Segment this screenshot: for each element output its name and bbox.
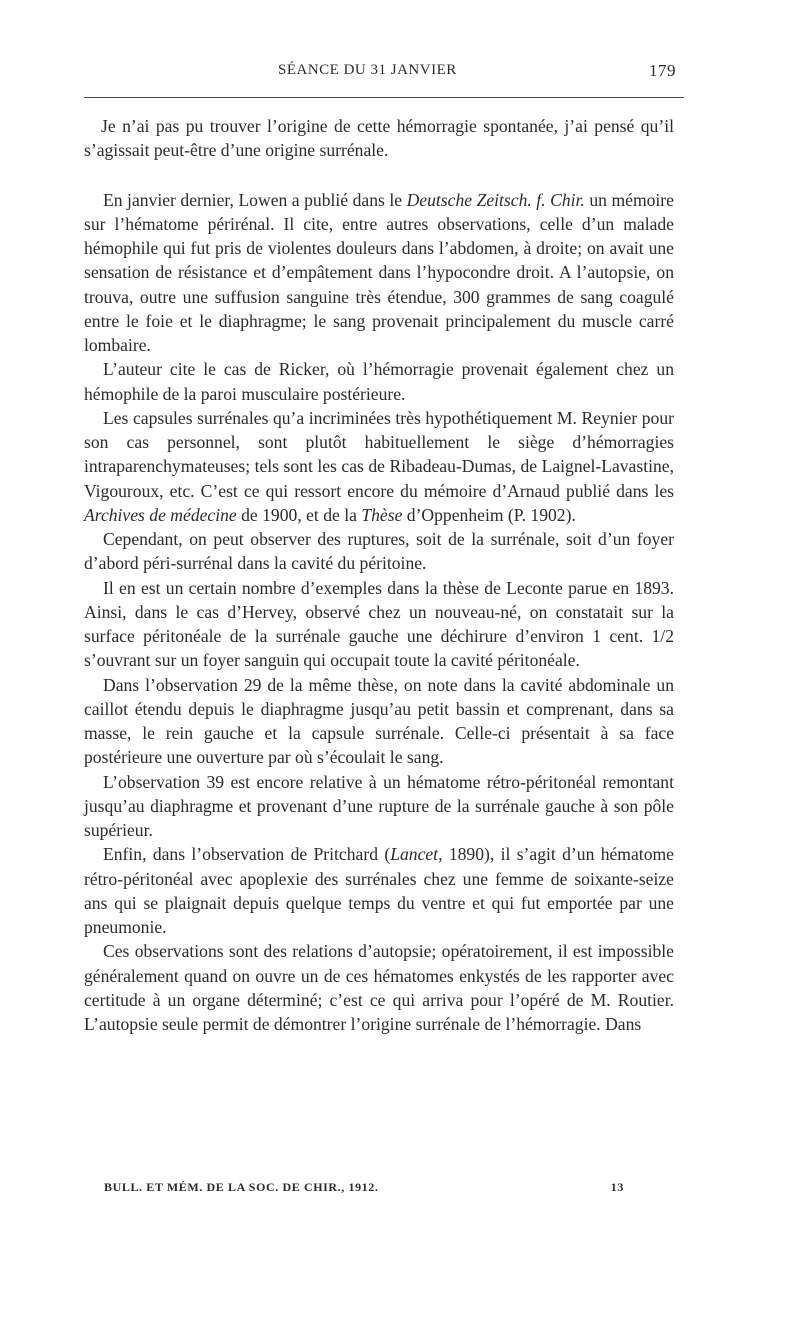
body-text xyxy=(84,114,674,1036)
paragraph: Les capsules surrénales qu’a incriminées très hypothétiquement M. Reynier pour son cas personnel, sont plutôt habituellement le siège d’hémorragies intraparenchymateuses; tels sont les cas de Ribadeau-Dumas, de Laignel-Lavastine, Vigouroux, etc. C’est ce qui ressort encore du mémoire d’Arnaud publié dans les Archives de médecine de 1900, et de la Thèse d’Oppenheim (P. 1902). xyxy=(84,407,674,525)
page-footer xyxy=(104,1180,624,1198)
signature-mark: 13 xyxy=(610,1180,624,1194)
journal-title: Lancet, xyxy=(390,844,443,865)
header-rule xyxy=(84,97,684,98)
paragraph: En janvier dernier, Lowen a publié dans le Deutsche Zeitsch. f. Chir. un mémoire sur l’hématome périrénal. Il cite, entre autres observations, celle d’un malade hémophile qui fut pris de violentes douleurs dans l’abdomen, à droite; on avait une sensation de résistance et d’empâtement dans l’hypocondre droit. A l’autopsie, on trouva, outre une suffusion sanguine très étendue, 300 grammes de sang coagulé entre le foie et le diaphragme; le sang provenait principalement du muscle carré lombaire. xyxy=(84,189,674,355)
paragraph: Dans l’observation 29 de la même thèse, on note dans la cavité abdominale un caillot étendu depuis le diaphragme jusqu’au petit bassin et comprenant, dans sa masse, le rein gauche et la capsule surrénale. Celle-ci présentait à sa face postérieure une ouverture par où s’écoulait le sang. xyxy=(84,674,674,768)
paragraph: Il en est un certain nombre d’exemples dans la thèse de Leconte parue en 1893. Ainsi, dans le cas d’Hervey, observé chez un nouveau-né, on constatait sur la surface péritonéale de la surrénale gauche une déchirure d’environ 1 cent. 1/2 s’ouvrant sur un foyer sanguin qui occupait toute la cavité péritonéale. xyxy=(84,577,674,671)
work-title: Thèse xyxy=(361,504,403,525)
paragraph: L’auteur cite le cas de Ricker, où l’hémorragie provenait également chez un hémophile de la paroi musculaire postérieure. xyxy=(84,359,674,404)
footer-citation: BULL. ET MÉM. DE LA SOC. DE CHIR., 1912. xyxy=(104,1180,379,1194)
page-header xyxy=(84,62,684,84)
book-page xyxy=(84,0,684,1321)
journal-title: Archives de médecine xyxy=(84,504,237,525)
page-number: 179 xyxy=(649,61,676,80)
paragraph: Cependant, on peut observer des ruptures, soit de la surrénale, soit d’un foyer d’abord péri-surrénal dans la cavité du péritoine. xyxy=(84,529,674,574)
paragraph: Enfin, dans l’observation de Pritchard (Lancet, 1890), il s’agit d’un hématome rétro-péritonéal avec apoplexie des surrénales chez une femme de soixante-seize ans qui se plaignait depuis quelque temps du ventre et qui fut emportée par une pneumonie. xyxy=(84,844,674,937)
journal-title: Deutsche Zeitsch. f. Chir. xyxy=(406,189,585,210)
paragraph: Je n’ai pas pu trouver l’origine de cette hémorragie spontanée, j’ai pensé qu’il s’agissait peut-être d’une origine surrénale. xyxy=(84,116,674,161)
paragraph: L’observation 39 est encore relative à un hématome rétro-péritonéal remontant jusqu’au diaphragme et provenant d’une rupture de la surrénale gauche à son pôle supérieur. xyxy=(84,771,674,840)
running-head: SÉANCE DU 31 JANVIER xyxy=(278,62,457,78)
paragraph: Ces observations sont des relations d’autopsie; opératoirement, il est impossible généralement quand on ouvre un de ces hématomes enkystés de les rapporter avec certitude à un organe déterminé; c’est ce qui arriva pour l’opéré de M. Routier. L’autopsie seule permit de démontrer l’origine surrénale de l’hémorragie. Dans xyxy=(84,941,674,1034)
